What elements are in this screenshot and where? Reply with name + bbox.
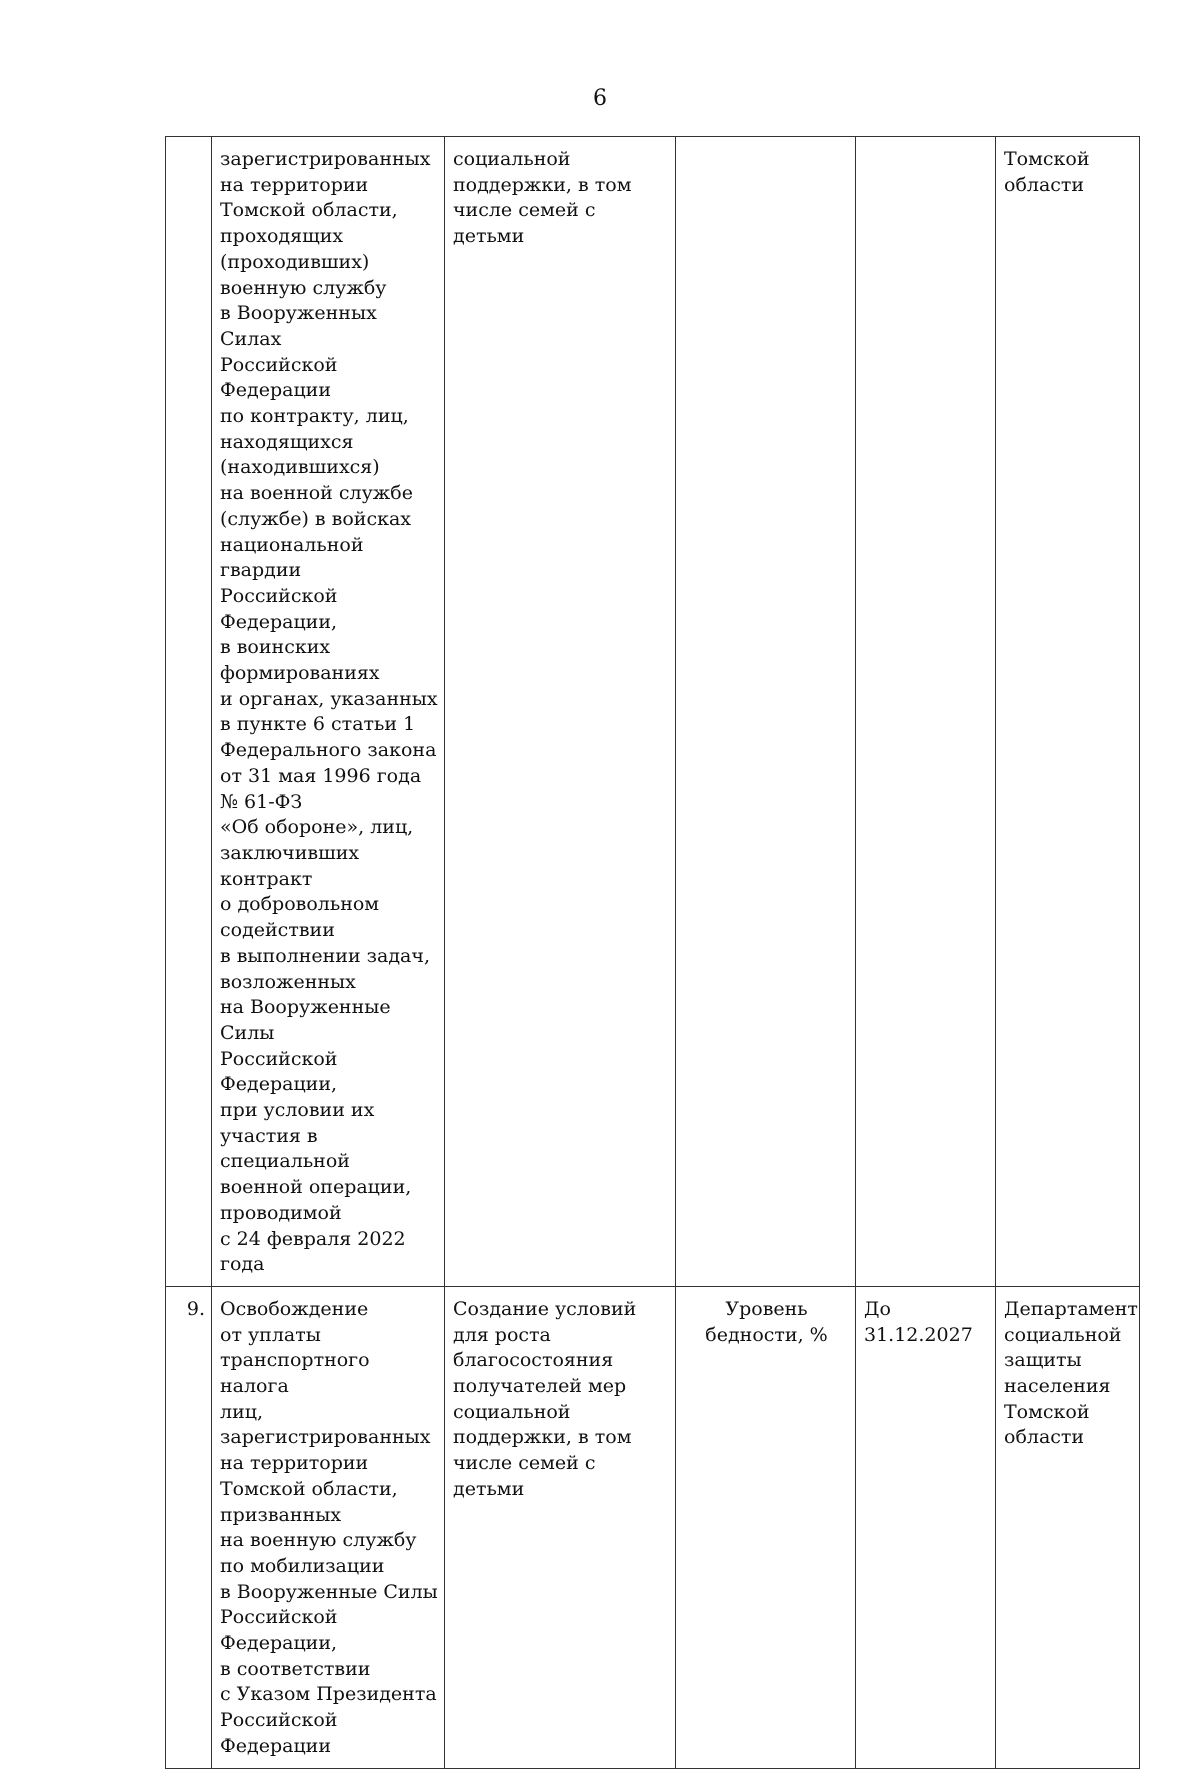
indicator-cell: [676, 137, 856, 1287]
indicator-cell: Уровень бедности, %: [676, 1286, 856, 1768]
table-row: [166, 137, 1140, 1287]
row-number-cell: 9.: [166, 1286, 212, 1768]
goal-cell: социальной поддержки, в том числе семей с детьми: [445, 137, 676, 1287]
table-row: [166, 1286, 1140, 1768]
measure-cell: зарегистрированных на территории Томской области, проходящих (проходивших) военную службу в Вооруженных Силах Российской Федерации по контракту, лиц, находящихся (находившихся) на военной службе (службе) в войсках национальной гвардии Российской Федерации, в воинских формированиях и органах, указанных в пункте 6 статьи 1 Федерального закона от 31 мая 1996 года № 61-ФЗ «Об обороне», лиц, заключивших контракт о добровольном содействии в выполнении задач, возложенных на Вооруженные Силы Российской Федерации, при условии их участия в специальной военной операции, проводимой с 24 февраля 2022 года: [212, 137, 445, 1287]
measure-cell: Освобождение от уплаты транспортного налога лиц, зарегистрированных на территории Томской области, призванных на военную службу по мобилизации в Вооруженные Силы Российской Федерации, в соответствии с Указом Президента Российской Федерации: [212, 1286, 445, 1768]
executor-cell: Департамент социальной защиты населения Томской области: [996, 1286, 1140, 1768]
page-number: 6: [593, 86, 607, 111]
executor-cell: Томской области: [996, 137, 1140, 1287]
goal-cell: Создание условий для роста благосостояния получателей мер социальной поддержки, в том числе семей с детьми: [445, 1286, 676, 1768]
row-number-cell: [166, 137, 212, 1287]
deadline-cell: [856, 137, 996, 1287]
measures-table: [165, 136, 1140, 1769]
deadline-cell: До 31.12.2027: [856, 1286, 996, 1768]
